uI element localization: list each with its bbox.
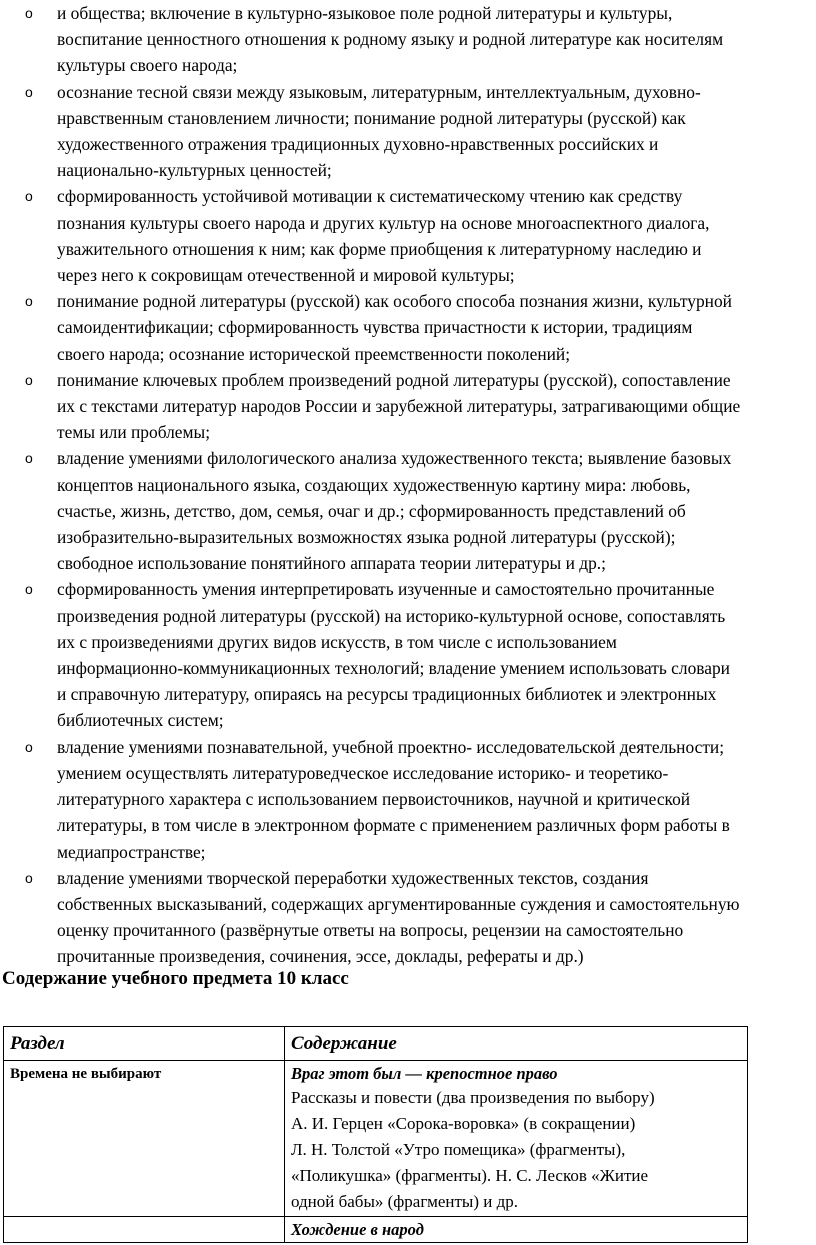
list-item-text-line: информационно-коммуникационных технологий; владение умением использовать словари (57, 658, 730, 679)
content-title: Хождение в народ (291, 1220, 424, 1239)
list-item-text-line: воспитание ценностного отношения к родному языку и родной литературе как носителям (57, 29, 724, 50)
list-item-text-line: сформированность устойчивой мотивации к систематическому чтению как средству (57, 186, 683, 207)
bullet-marker: o (25, 188, 33, 205)
list-item-text-line: осознание тесной связи между языковым, литературным, интеллектуальным, духовно- (57, 81, 701, 102)
list-item-text-line: уважительного отношения к ним; как форме приобщения к литературному наследию и (57, 238, 702, 259)
list-item-text-line: концептов национального языка, создающих художественную картину мира: любовь, (57, 474, 691, 495)
table-row (4, 1217, 748, 1243)
section-cell (4, 1217, 285, 1243)
list-item-text-line: библиотечных систем; (57, 710, 224, 731)
list-item (0, 288, 816, 367)
list-item (0, 865, 816, 970)
list-item-text-line: своего народа; осознание исторической преемственности поколений; (57, 343, 571, 364)
list-item-text-line: понимание ключевых проблем произведений родной литературы (русской), сопоставление (57, 369, 731, 390)
bullet-marker: o (25, 371, 33, 388)
bullet-marker: o (25, 83, 33, 100)
content-line: Л. Н. Толстой «Утро помещика» (фрагменты), (291, 1140, 626, 1159)
section-heading: Содержание учебного предмета 10 класс (2, 968, 349, 989)
list-item-text-line: и общества; включение в культурно-языковое поле родной литературы и культуры, (57, 3, 673, 23)
list-item-text-line: владение умениями творческой переработки художественных текстов, создания (57, 867, 649, 888)
bullet-marker: o (25, 581, 33, 598)
list-item-text-line: свободное использование понятийного аппарата теории литературы и др.; (57, 553, 606, 574)
list-item-text-line: их с текстами литератур народов России и зарубежной литературы, затрагивающими общие (57, 396, 741, 417)
content-cell (285, 1061, 748, 1217)
list-item (0, 183, 816, 288)
list-item (0, 445, 816, 576)
list-item-text-line: умением осуществлять литературоведческое исследование историко- и теоретико- (57, 762, 669, 783)
list-item-text-line: медиапространстве; (57, 841, 206, 862)
list-item-text-line: самоидентификации; сформированность чувства причастности к истории, традициям (57, 317, 693, 338)
list-item (0, 734, 816, 865)
table-row (4, 1061, 748, 1217)
list-item-text-line: их с произведениями других видов искусств, в том числе с использованием (57, 631, 617, 652)
list-item-text-line: национально-культурных ценностей; (57, 160, 332, 181)
bullet-marker: o (25, 5, 33, 21)
content-line: А. И. Герцен «Сорока-воровка» (в сокращении) (291, 1114, 636, 1133)
content-table (3, 1026, 748, 1243)
list-item-text-line: литературы, в том числе в электронном формате с применением различных форм работы в (57, 815, 730, 836)
list-item (0, 576, 816, 733)
section-cell: Времена не выбирают (4, 1061, 285, 1217)
content-line: Рассказы и повести (два произведения по выбору) (291, 1088, 655, 1107)
list-item-text-line: изобразительно-выразительных возможностях языка родной литературы (русской); (57, 527, 676, 548)
content-line: «Поликушка» (фрагменты). Н. С. Лесков «Житие (291, 1166, 649, 1185)
list-item-text-line: нравственным становлением личности; понимание родной литературы (русской) как (57, 107, 686, 128)
bullet-marker: o (25, 869, 33, 886)
content-cell (285, 1217, 748, 1243)
list-item-text-line: произведения родной литературы (русской) на историко-культурной основе, сопоставлять (57, 605, 726, 626)
list-item-text-line: счастье, жизнь, детство, дом, семья, очаг и др.; сформированность представлений об (57, 500, 686, 521)
list-item-text-line: владение умениями филологического анализа художественного текста; выявление базовых (57, 448, 732, 469)
list-item (0, 367, 816, 446)
list-item-text-line: литературного характера с использованием первоисточников, научной и критической (57, 789, 691, 810)
bullet-marker: o (25, 738, 33, 755)
content-line: одной бабы» (фрагменты) и др. (291, 1192, 519, 1211)
list-item-text-line: владение умениями познавательной, учебной проектно- исследовательской деятельности; (57, 736, 725, 757)
list-item-text-line: темы или проблемы; (57, 422, 211, 443)
list-item (0, 0, 816, 79)
list-item-text-line: познания культуры своего народа и других культур на основе многоаспектного диалога, (57, 212, 710, 233)
list-item-text-line: сформированность умения интерпретировать изученные и самостоятельно прочитанные (57, 579, 715, 600)
table-header-row (4, 1027, 748, 1061)
list-item-text-line: понимание родной литературы (русской) как особого способа познания жизни, культурной (57, 291, 732, 312)
column-header-section: Раздел (4, 1027, 285, 1061)
list-item-text-line: культуры своего народа; (57, 55, 238, 76)
bullet-marker: o (25, 293, 33, 310)
list-item-text-line: оценку прочитанного (развёрнутые ответы на вопросы, рецензии на самостоятельно (57, 920, 684, 941)
bullet-marker: o (25, 450, 33, 467)
list-item (0, 79, 816, 184)
list-item-text-line: и справочную литературу, опираясь на ресурсы традиционных библиотек и электронных (57, 684, 717, 705)
column-header-content: Содержание (285, 1027, 748, 1061)
list-item-text-line: собственных высказываний, содержащих аргументированные суждения и самостоятельную (57, 893, 740, 914)
list-item-text-line: художественного отражения традиционных духовно-нравственных российских и (57, 134, 659, 155)
content-title: Враг этот был — крепостное право (291, 1064, 558, 1083)
list-item-text-line: через него к сокровищам отечественной и мировой культуры; (57, 265, 515, 286)
list-item-text-line: прочитанные произведения, сочинения, эссе, доклады, рефераты и др.) (57, 946, 584, 967)
